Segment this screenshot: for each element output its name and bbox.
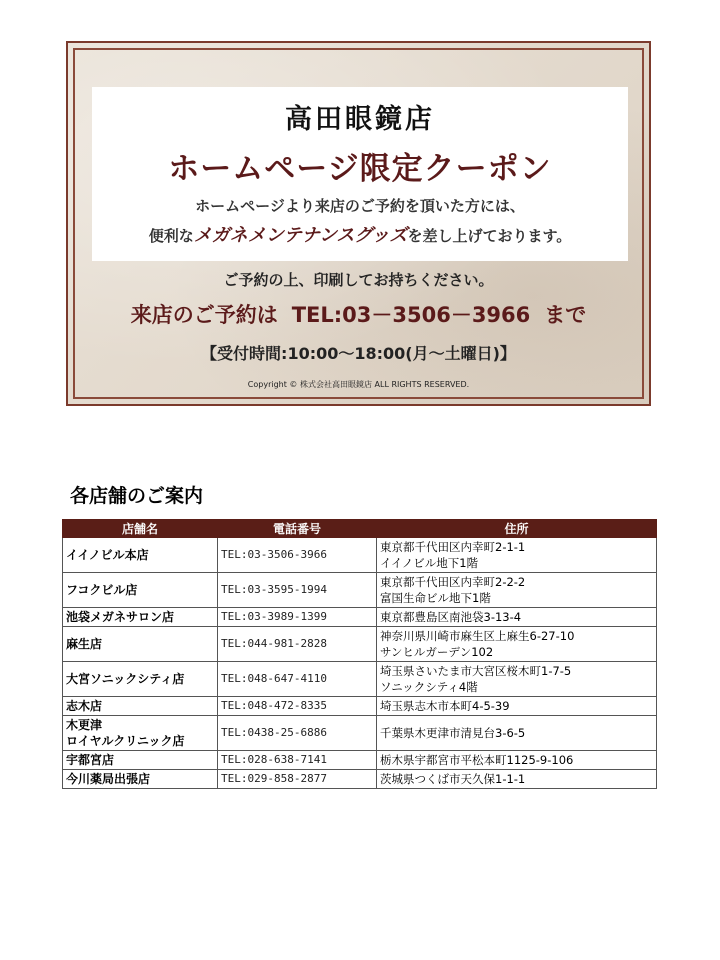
store-name-cell: 大宮ソニックシティ店 <box>63 662 218 697</box>
store-address-cell <box>377 538 657 573</box>
table-row <box>63 538 657 573</box>
store-name-cell: 今川薬局出張店 <box>63 770 218 789</box>
store-phone-cell: TEL:029-858-2877 <box>218 770 377 789</box>
table-row <box>63 627 657 662</box>
table-row <box>63 662 657 697</box>
table-row <box>63 573 657 608</box>
store-address-cell <box>377 662 657 697</box>
store-address-cell: 栃木県宇都宮市平松本町1125-9-106 <box>377 751 657 770</box>
coupon-description-line1: ホームページより来店のご予約を頂いた方には、 <box>195 197 525 215</box>
store-name-cell: 志木店 <box>63 697 218 716</box>
address-line2: ソニックシティ4階 <box>380 680 478 694</box>
header-phone: 電話番号 <box>218 520 377 538</box>
address-line1: 神奈川県川崎市麻生区上麻生6-27-10 <box>380 629 575 643</box>
store-name-cell <box>63 716 218 751</box>
maintenance-goods-highlight: メガネメンテナンスグッズ <box>193 225 408 246</box>
store-address-cell: 千葉県木更津市清見台3-6-5 <box>377 716 657 751</box>
address-line1: 東京都千代田区内幸町2-2-2 <box>380 575 526 589</box>
coupon-card <box>66 41 651 406</box>
table-row <box>63 608 657 627</box>
reservation-phone: TEL:03－3506－3966 <box>291 303 531 327</box>
reservation-line <box>68 299 649 329</box>
store-address-cell: 東京都豊島区南池袋3-13-4 <box>377 608 657 627</box>
store-address-cell <box>377 573 657 608</box>
print-note: ご予約の上、印刷してお持ちください。 <box>223 271 494 289</box>
desc-suffix: を差し上げております。 <box>407 227 572 245</box>
store-name-cell: 麻生店 <box>63 627 218 662</box>
store-phone-cell: TEL:0438-25-6886 <box>218 716 377 751</box>
store-name-cell: イイノビル本店 <box>63 538 218 573</box>
address-line1: 東京都千代田区内幸町2-1-1 <box>380 540 526 554</box>
store-phone-cell: TEL:03-3506-3966 <box>218 538 377 573</box>
table-row <box>63 697 657 716</box>
coupon-description-line2 <box>92 221 628 247</box>
address-line2: 富国生命ビル地下1階 <box>380 591 491 605</box>
store-phone-cell: TEL:048-647-4110 <box>218 662 377 697</box>
coupon-header-panel <box>92 87 628 261</box>
coupon-title: ホームページ限定クーポン <box>168 151 552 187</box>
address-line2: イイノビル地下1階 <box>380 556 479 570</box>
copyright: Copyright © 株式会社高田眼鏡店 ALL RIGHTS RESERVED. <box>247 380 470 389</box>
store-name: 高田眼鏡店 <box>285 104 435 135</box>
table-row <box>63 751 657 770</box>
store-phone-cell: TEL:028-638-7141 <box>218 751 377 770</box>
store-table <box>62 519 657 789</box>
store-name-cell: 池袋メガネサロン店 <box>63 608 218 627</box>
store-phone-cell: TEL:03-3595-1994 <box>218 573 377 608</box>
table-row <box>63 770 657 789</box>
store-phone-cell: TEL:03-3989-1399 <box>218 608 377 627</box>
store-table-header <box>63 520 657 538</box>
store-name-cell: 宇都宮店 <box>63 751 218 770</box>
store-address-cell: 茨城県つくば市天久保1-1-1 <box>377 770 657 789</box>
store-name-line1: 木更津 <box>66 718 103 732</box>
desc-prefix: 便利な <box>148 227 194 245</box>
address-line1: 埼玉県さいたま市大宮区桜木町1-7-5 <box>380 664 572 678</box>
store-phone-cell: TEL:044-981-2828 <box>218 627 377 662</box>
stores-heading: 各店舗のご案内 <box>70 485 204 507</box>
table-row <box>63 716 657 751</box>
header-store-name: 店舗名 <box>63 520 218 538</box>
store-name-cell: フコクビル店 <box>63 573 218 608</box>
header-address: 住所 <box>377 520 657 538</box>
reservation-prefix: 来店のご予約は <box>130 303 278 327</box>
address-line2: サンヒルガーデン102 <box>380 645 494 659</box>
reservation-suffix: まで <box>544 303 587 327</box>
reception-hours: 【受付時間:10:00～18:00(月～土曜日)】 <box>201 344 516 363</box>
store-address-cell: 埼玉県志木市本町4-5-39 <box>377 697 657 716</box>
store-name-line2: ロイヤルクリニック店 <box>66 734 185 748</box>
store-phone-cell: TEL:048-472-8335 <box>218 697 377 716</box>
store-address-cell <box>377 627 657 662</box>
